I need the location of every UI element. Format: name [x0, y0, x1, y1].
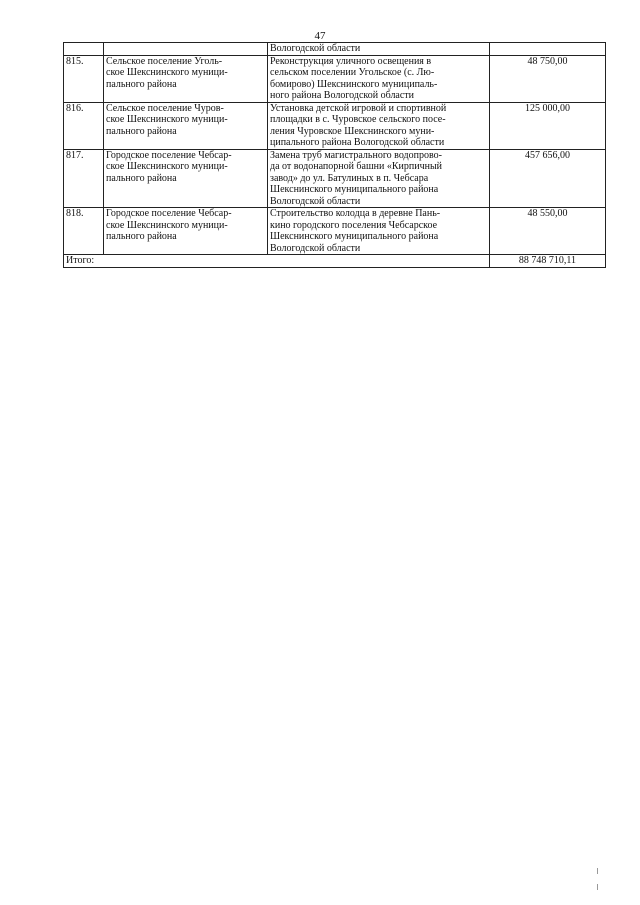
page-number: 47: [314, 30, 326, 42]
description-cell: Строительство колодца в деревне Пань- кино городского поселения Чебсарское Шекснинского муниципального района Вологодской области: [268, 208, 490, 255]
settlement-cell: Сельское поселение Уголь- ское Шекснинского муници- пального района: [104, 55, 268, 102]
settlement-cell: Сельское поселение Чуров- ское Шекснинского муници- пального района: [104, 102, 268, 149]
settlement-cell: [104, 43, 268, 56]
description-cell: Установка детской игровой и спортивной площадки в с. Чуровское сельского посе- ления Чуровское Шекснинского муни- ципального района Вологодской области: [268, 102, 490, 149]
amount-cell: 125 000,00: [490, 102, 606, 149]
row-number: 818.: [64, 208, 104, 255]
row-number: 816.: [64, 102, 104, 149]
settlement-cell: Городское поселение Чебсар- ское Шекснинского муници- пального района: [104, 208, 268, 255]
description-cell: Реконструкция уличного освещения в сельском поселении Угольское (с. Лю- бомирово) Шекснинского муниципаль- ного района Вологодской области: [268, 55, 490, 102]
table-row: [64, 208, 606, 255]
num-cell: [64, 43, 104, 56]
table-row: [64, 55, 606, 102]
total-amount: 88 748 710,11: [490, 255, 606, 268]
description-cell: Замена труб магистрального водопрово- да от водонапорной башни «Кирпичный завод» до ул. Батулиных в п. Чебсара Шекснинского муниципального района Вологодской области: [268, 149, 490, 208]
scan-margin-mark: [597, 884, 598, 890]
table-row: [64, 102, 606, 149]
amount-cell: 48 550,00: [490, 208, 606, 255]
row-number: 817.: [64, 149, 104, 208]
table-row-continuation: [64, 43, 606, 56]
grants-table: [63, 42, 606, 268]
amount-cell: 457 656,00: [490, 149, 606, 208]
table-row: [64, 149, 606, 208]
total-row: [64, 255, 606, 268]
total-label: Итого:: [64, 255, 490, 268]
amount-cell: [490, 43, 606, 56]
amount-cell: 48 750,00: [490, 55, 606, 102]
row-number: 815.: [64, 55, 104, 102]
description-cell: Вологодской области: [268, 43, 490, 56]
settlement-cell: Городское поселение Чебсар- ское Шекснинского муници- пального района: [104, 149, 268, 208]
scan-margin-mark: [597, 868, 598, 874]
